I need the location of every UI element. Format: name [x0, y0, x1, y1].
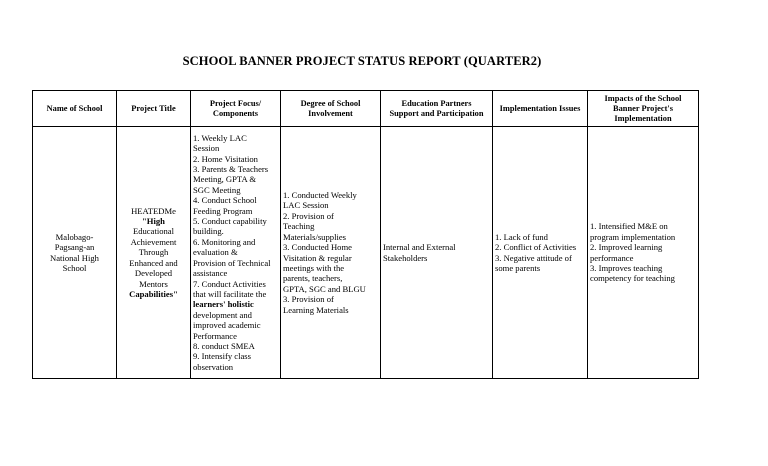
cell-text-line: learners' holistic	[193, 299, 254, 310]
cell-text-line: 1. Conducted Weekly	[283, 190, 357, 201]
cell-project-focus	[191, 127, 281, 379]
cell-text-line: 1. Lack of fund	[495, 231, 548, 242]
cell-text-line: that will facilitate the	[193, 288, 267, 299]
cell-text-line: Enhanced and	[129, 257, 178, 268]
cell-text-line: SGC Meeting	[193, 184, 241, 195]
cell-text-line: 3. Provision of	[283, 294, 334, 305]
header-education-partners	[381, 91, 493, 127]
cell-text-line: 9. Intensify class	[193, 351, 251, 362]
cell-text-line: competency for teaching	[590, 273, 675, 284]
cell-text-line: Visitation & regular	[283, 252, 352, 263]
cell-text-line: Achievement	[130, 236, 177, 247]
cell-text-line: 2. Provision of	[283, 210, 334, 221]
cell-text-line: Implementation Issues	[499, 103, 581, 113]
cell-text-line: Learning Materials	[283, 304, 349, 315]
cell-text-line: 5. Conduct capability	[193, 216, 267, 227]
cell-text-line: Components	[212, 108, 259, 118]
header-implementation-issues	[493, 91, 588, 127]
cell-text-line: School	[62, 262, 87, 273]
cell-text-line: 4. Conduct School	[193, 195, 257, 206]
cell-text-line: Name of School	[46, 103, 103, 113]
cell-text-line: evaluation &	[193, 247, 238, 258]
cell-text-line: building.	[193, 226, 224, 237]
cell-text-line: Session	[193, 143, 220, 154]
cell-text-line: improved academic	[193, 320, 261, 331]
cell-text-line: observation	[193, 361, 234, 372]
cell-text-line: Support and Participation	[389, 108, 484, 118]
cell-text-line: Banner Project's	[613, 103, 673, 113]
table-row	[33, 127, 699, 379]
cell-project-title	[117, 127, 191, 379]
cell-text-line: parents, teachers,	[283, 273, 343, 284]
cell-text-line: meetings with the	[283, 262, 345, 273]
cell-school-involvement	[281, 127, 381, 379]
cell-text-line: Through	[138, 247, 169, 258]
cell-text-line: Degree of School	[300, 98, 361, 108]
cell-text-line: Involvement	[308, 108, 353, 118]
cell-text-line: 1. Weekly LAC	[193, 132, 247, 143]
cell-text-line: Pagsang-an	[54, 242, 95, 253]
cell-education-partners	[381, 127, 493, 379]
status-report-table	[32, 90, 699, 379]
cell-text-line: Performance	[193, 330, 237, 341]
cell-text-line: Materials/supplies	[283, 231, 347, 242]
report-title: SCHOOL BANNER PROJECT STATUS REPORT (QUARTER2)	[182, 54, 542, 68]
cell-text-line: Education Partners	[401, 98, 472, 108]
cell-text-line: some parents	[495, 262, 541, 273]
cell-text-line: 3. Negative attitude of	[495, 252, 572, 263]
cell-text-line: Implementation	[614, 113, 672, 123]
cell-text-line: 3. Parents & Teachers	[193, 164, 269, 175]
cell-text-line: development and	[193, 309, 252, 320]
cell-text-line: National High	[50, 252, 99, 263]
cell-text-line: Feeding Program	[193, 205, 253, 216]
cell-text-line: 2. Conflict of Activities	[495, 242, 577, 253]
header-project-title	[117, 91, 191, 127]
header-project-focus	[191, 91, 281, 127]
cell-text-line: 3. Conducted Home	[283, 242, 352, 253]
cell-text-line: 7. Conduct Activities	[193, 278, 266, 289]
cell-text-line: Internal and External	[383, 242, 456, 253]
cell-text-line: Developed	[134, 268, 173, 279]
cell-text-line: Provision of Technical	[193, 257, 271, 268]
cell-text-line: Malobago-	[55, 231, 94, 242]
cell-school-name	[33, 127, 117, 379]
cell-implementation-issues	[493, 127, 588, 379]
header-degree-of-involvement	[281, 91, 381, 127]
cell-text-line: 1. Intensified M&E on	[590, 221, 668, 232]
cell-impacts	[588, 127, 699, 379]
cell-text-line: Capabilities"	[129, 288, 178, 299]
cell-text-line: HEATEDMe	[131, 205, 176, 216]
cell-text-line: Educational	[132, 226, 175, 237]
cell-text-line: 2. Improved learning	[590, 242, 663, 253]
header-impacts	[588, 91, 699, 127]
cell-text-line: 8. conduct SMEA	[193, 340, 255, 351]
cell-text-line: Impacts of the School	[604, 93, 682, 103]
cell-text-line: Project Title	[131, 103, 176, 113]
cell-text-line: Teaching	[283, 221, 315, 232]
cell-text-line: assistance	[193, 268, 228, 279]
header-name-of-school	[33, 91, 117, 127]
cell-text-line: performance	[590, 252, 634, 263]
cell-text-line: GPTA, SGC and BLGU	[283, 283, 366, 294]
cell-text-line: Stakeholders	[383, 252, 428, 263]
table-header-row	[33, 91, 699, 127]
cell-text-line: LAC Session	[283, 200, 329, 211]
cell-text-line: "High	[142, 216, 165, 227]
cell-text-line: 6. Monitoring and	[193, 236, 256, 247]
cell-text-line: Project Focus/	[209, 98, 262, 108]
cell-text-line: Meeting, GPTA &	[193, 174, 257, 185]
cell-text-line: Mentors	[139, 278, 168, 289]
cell-text-line: 3. Improves teaching	[590, 262, 663, 273]
cell-text-line: 2. Home Visitation	[193, 153, 258, 164]
cell-text-line: program implementation	[590, 231, 676, 242]
